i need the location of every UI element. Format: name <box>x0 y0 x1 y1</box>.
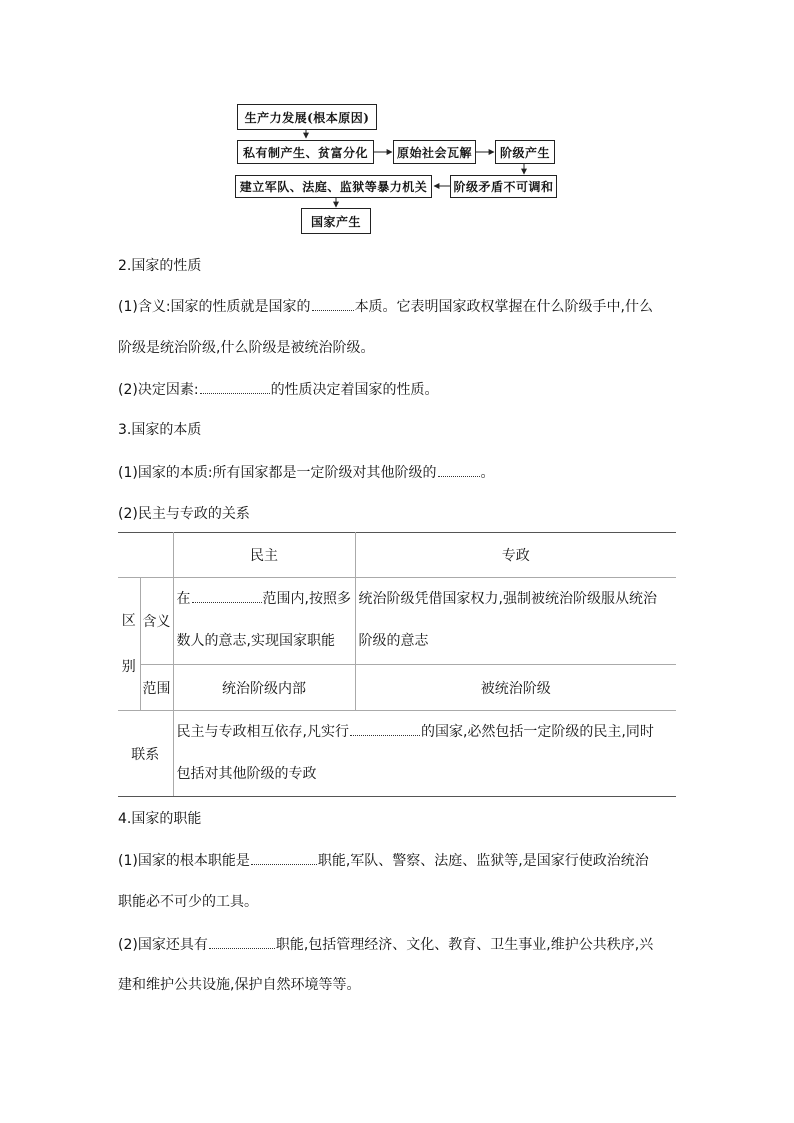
row-label-link: 联系 <box>118 711 173 797</box>
text: 阶级的意志 <box>358 633 429 649</box>
flow-box-primitive-society: 原始社会瓦解 <box>393 140 476 164</box>
row-label-scope: 范围 <box>140 665 173 711</box>
flow-box-state-emerges: 国家产生 <box>301 208 371 234</box>
fill-blank[interactable] <box>192 588 262 603</box>
text: 民主与专政相互依存,凡实行 <box>176 724 349 740</box>
section-3-p2: (2)民主与专政的关系 <box>118 506 250 522</box>
text: 职能,军队、警察、法庭、监狱等,是国家行使政治统治 <box>317 853 649 869</box>
row-label-meaning: 含义 <box>140 578 173 665</box>
scope-dictatorship: 被统治阶级 <box>355 665 676 711</box>
text: (2)决定因素: <box>118 382 199 398</box>
meaning-democracy <box>173 578 355 665</box>
text: (1)国家的本质:所有国家都是一定阶级对其他阶级的 <box>118 465 437 481</box>
text: 数人的意志,实现国家职能 <box>176 633 335 649</box>
link-content <box>173 711 676 797</box>
text: (1)国家的根本职能是 <box>118 853 250 869</box>
flow-box-private-ownership: 私有制产生、贫富分化 <box>237 140 374 164</box>
text: 统治阶级凭借国家权力,强制被统治阶级服从统治 <box>358 591 657 607</box>
flow-box-violent-organs: 建立军队、法庭、监狱等暴力机关 <box>235 175 432 198</box>
corner-cell <box>118 533 173 578</box>
text: 在 <box>176 591 191 607</box>
fill-blank[interactable] <box>350 721 420 736</box>
text: 范围内,按照多 <box>262 591 351 607</box>
section-2-p1-cont: 阶级是统治阶级,什么阶级是被统治阶级。 <box>118 340 375 356</box>
section-2-heading: 2.国家的性质 <box>118 258 202 274</box>
table-row-scope <box>118 665 676 711</box>
section-3-p1 <box>118 462 495 483</box>
text: 包括对其他阶级的专政 <box>176 766 317 782</box>
header-dictatorship: 专政 <box>355 533 676 578</box>
section-2-p1 <box>118 296 653 317</box>
meaning-dictatorship <box>355 578 676 665</box>
text: 。 <box>480 465 495 481</box>
fill-blank[interactable] <box>312 296 354 311</box>
text: (1)含义:国家的性质就是国家的 <box>118 299 311 315</box>
text: 本质。它表明国家政权掌握在什么阶级手中,什么 <box>354 299 654 315</box>
fill-blank[interactable] <box>438 462 480 477</box>
section-4-p2-cont: 建和维护公共设施,保护自然环境等等。 <box>118 977 361 993</box>
flow-box-productivity: 生产力发展(根本原因) <box>237 104 377 130</box>
text: 的性质决定着国家的性质。 <box>270 382 439 398</box>
table-row-link <box>118 711 676 797</box>
group-char: 别 <box>121 659 136 675</box>
fill-blank[interactable] <box>200 379 270 394</box>
flow-box-class-conflict: 阶级矛盾不可调和 <box>450 175 557 198</box>
flow-arrows <box>0 0 794 260</box>
text: 的国家,必然包括一定阶级的民主,同时 <box>420 724 654 740</box>
text: 职能,包括管理经济、文化、教育、卫生事业,维护公共秩序,兴 <box>275 937 654 953</box>
democracy-dictatorship-table <box>118 532 676 797</box>
scope-democracy: 统治阶级内部 <box>173 665 355 711</box>
header-democracy: 民主 <box>173 533 355 578</box>
text: (2)国家还具有 <box>118 937 208 953</box>
section-4-heading: 4.国家的职能 <box>118 811 202 827</box>
section-4-p2 <box>118 934 653 955</box>
section-2-p2 <box>118 379 439 400</box>
table-header-row <box>118 533 676 578</box>
group-char: 区 <box>121 613 136 629</box>
fill-blank[interactable] <box>209 934 275 949</box>
section-4-p1-cont: 职能必不可少的工具。 <box>118 894 258 910</box>
flow-box-class-emerges: 阶级产生 <box>495 140 555 164</box>
table-row-meaning <box>118 578 676 665</box>
fill-blank[interactable] <box>251 850 317 865</box>
group-difference <box>118 578 140 711</box>
section-3-heading: 3.国家的本质 <box>118 422 202 438</box>
section-4-p1 <box>118 850 649 871</box>
